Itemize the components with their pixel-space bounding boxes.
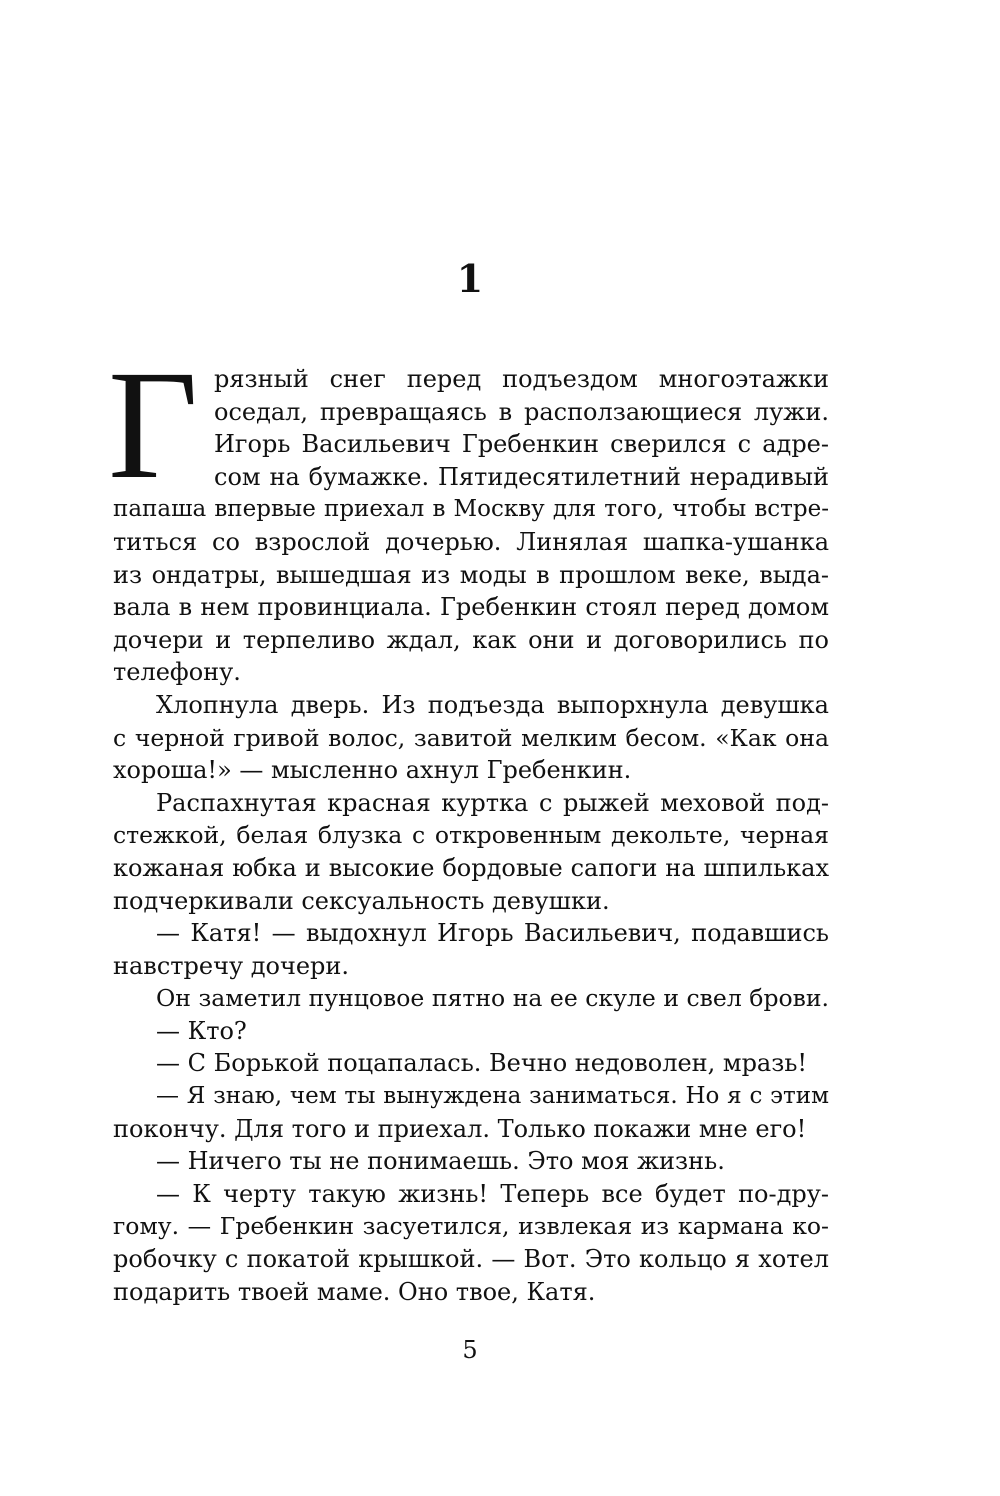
drop-cap: Г (108, 338, 199, 511)
text-line: подарить твоей маме. Оно твое, Катя. (113, 1277, 596, 1306)
chapter-number: 1 (456, 256, 484, 301)
text-line: дочери и терпеливо ждал, как они и договорились по (113, 625, 829, 654)
body-text (108, 338, 829, 1308)
text-line: сом на бумажке. Пятидесятилетний нерадивый (214, 462, 829, 491)
text-line: с черной гривой волос, завитой мелким бесом. «Как она (113, 723, 829, 752)
text-line: робочку с покатой крышкой. — Вот. Это кольцо я хотел (113, 1245, 829, 1274)
text-line: папаша впервые приехал в Москву для того, чтобы встре- (113, 496, 829, 523)
text-line: титься со взрослой дочерью. Линялая шапка-ушанка (113, 527, 829, 556)
text-line: Игорь Васильевич Гребенкин сверился с адре- (214, 430, 829, 459)
text-line: — Я знаю, чем ты вынуждена заниматься. Но я с этим (156, 1083, 829, 1110)
text-line: оседал, превращаясь в расползающиеся лужи. (214, 397, 829, 426)
text-line: гому. — Гребенкин засуетился, извлекая из кармана ко- (113, 1212, 829, 1241)
text-line: — К черту такую жизнь! Теперь все будет по-дру- (156, 1179, 829, 1208)
text-line: навстречу дочери. (113, 951, 350, 980)
text-line: из ондатры, вышедшая из моды в прошлом веке, выда- (113, 560, 829, 589)
text-line: хороша!» — мысленно ахнул Гребенкин. (113, 756, 632, 785)
text-line: покончу. Для того и приехал. Только покажи мне его! (113, 1114, 807, 1143)
text-line: телефону. (113, 658, 241, 687)
text-line: рязный снег перед подъездом многоэтажки (214, 365, 829, 393)
text-line: кожаная юбка и высокие бордовые сапоги на шпильках (113, 853, 829, 882)
text-line: — Катя! — выдохнул Игорь Васильевич, подавшись (156, 919, 829, 948)
text-line: стежкой, белая блузка с откровенным декольте, черная (113, 821, 829, 850)
text-line: — Кто? (156, 1016, 247, 1045)
text-lines (113, 363, 829, 1308)
text-line: Распахнутая красная куртка с рыжей меховой под- (156, 788, 829, 817)
text-line: Хлопнула дверь. Из подъезда выпорхнула девушка (156, 690, 829, 719)
page-number: 5 (462, 1336, 478, 1364)
text-line: — Ничего ты не понимаешь. Это моя жизнь. (156, 1147, 725, 1176)
text-line: — С Борькой поцапалась. Вечно недоволен, мразь! (156, 1049, 808, 1078)
text-line: подчеркивали сексуальность девушки. (113, 886, 610, 915)
text-line: Он заметил пунцовое пятно на ее скуле и свел брови. (156, 984, 829, 1013)
text-line: вала в нем провинциала. Гребенкин стоял перед домом (113, 593, 829, 622)
